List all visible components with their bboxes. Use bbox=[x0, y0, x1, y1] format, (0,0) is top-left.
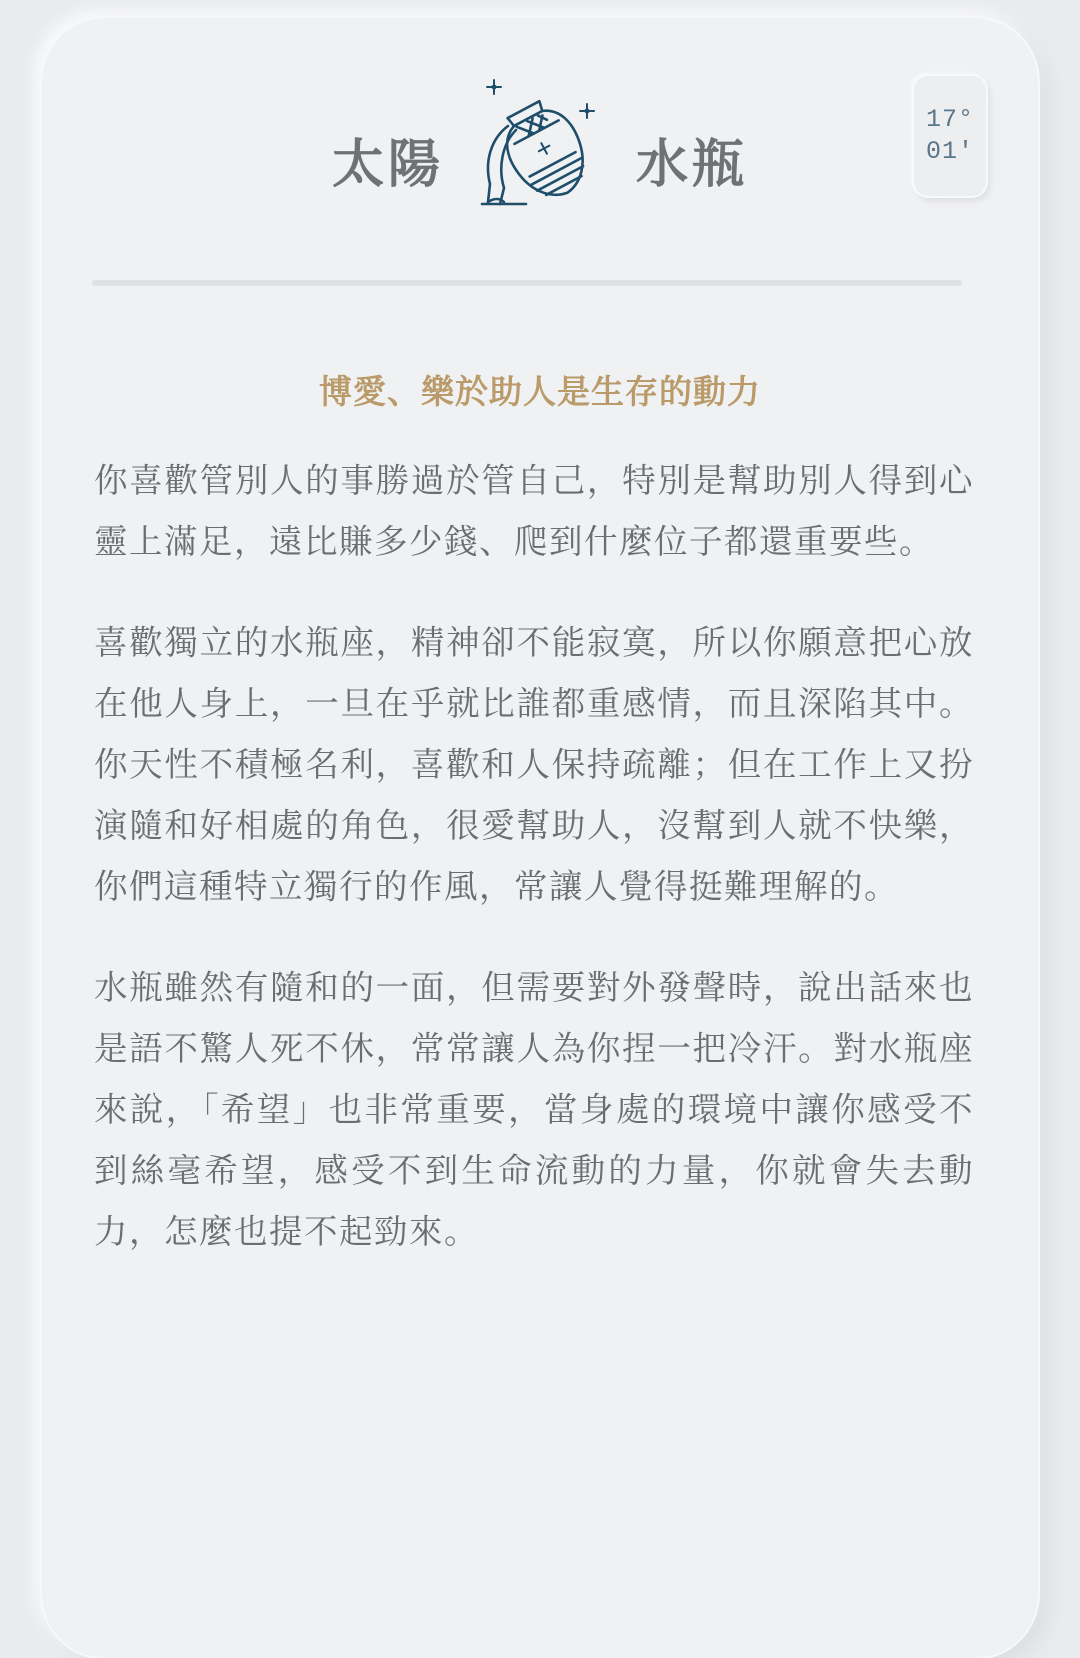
paragraph-3: 水瓶雖然有隨和的一面，但需要對外發聲時，說出話來也是語不驚人死不休，常常讓人為你捏一把冷汗。對水瓶座來說，「希望」也非常重要，當身處的環境中讓你感受不到絲毫希望，感受不到生命流動的力量，你就會失去動力，怎麼也提不起勁來。 bbox=[94, 968, 974, 1251]
section-subtitle: 博愛、樂於助人是生存的動力 bbox=[319, 372, 761, 411]
sign-card bbox=[42, 18, 1038, 1658]
aquarius-icon bbox=[474, 74, 598, 214]
planet-title: 太陽 bbox=[332, 135, 445, 195]
paragraph-2: 喜歡獨立的水瓶座，精神卻不能寂寞，所以你願意把心放在他人身上，一旦在乎就比誰都重感情，而且深陷其中。你天性不積極名利，喜歡和人保持疏離；但在工作上又扮演隨和好相處的角色，很愛幫助人，沒幫到人就不快樂，你們這種特立獨行的作風，常讓人覺得挺難理解的。 bbox=[94, 623, 974, 906]
divider bbox=[92, 280, 962, 286]
description-body bbox=[94, 450, 974, 1302]
minute-value: 01' bbox=[925, 137, 974, 166]
sign-title: 水瓶 bbox=[636, 135, 749, 195]
degree-value: 17° bbox=[925, 105, 974, 134]
paragraph-1: 你喜歡管別人的事勝過於管自己，特別是幫助別人得到心靈上滿足，遠比賺多少錢、爬到什麼位子都還重要些。 bbox=[94, 461, 974, 561]
degree-badge bbox=[914, 76, 986, 196]
card-header bbox=[42, 18, 1038, 288]
